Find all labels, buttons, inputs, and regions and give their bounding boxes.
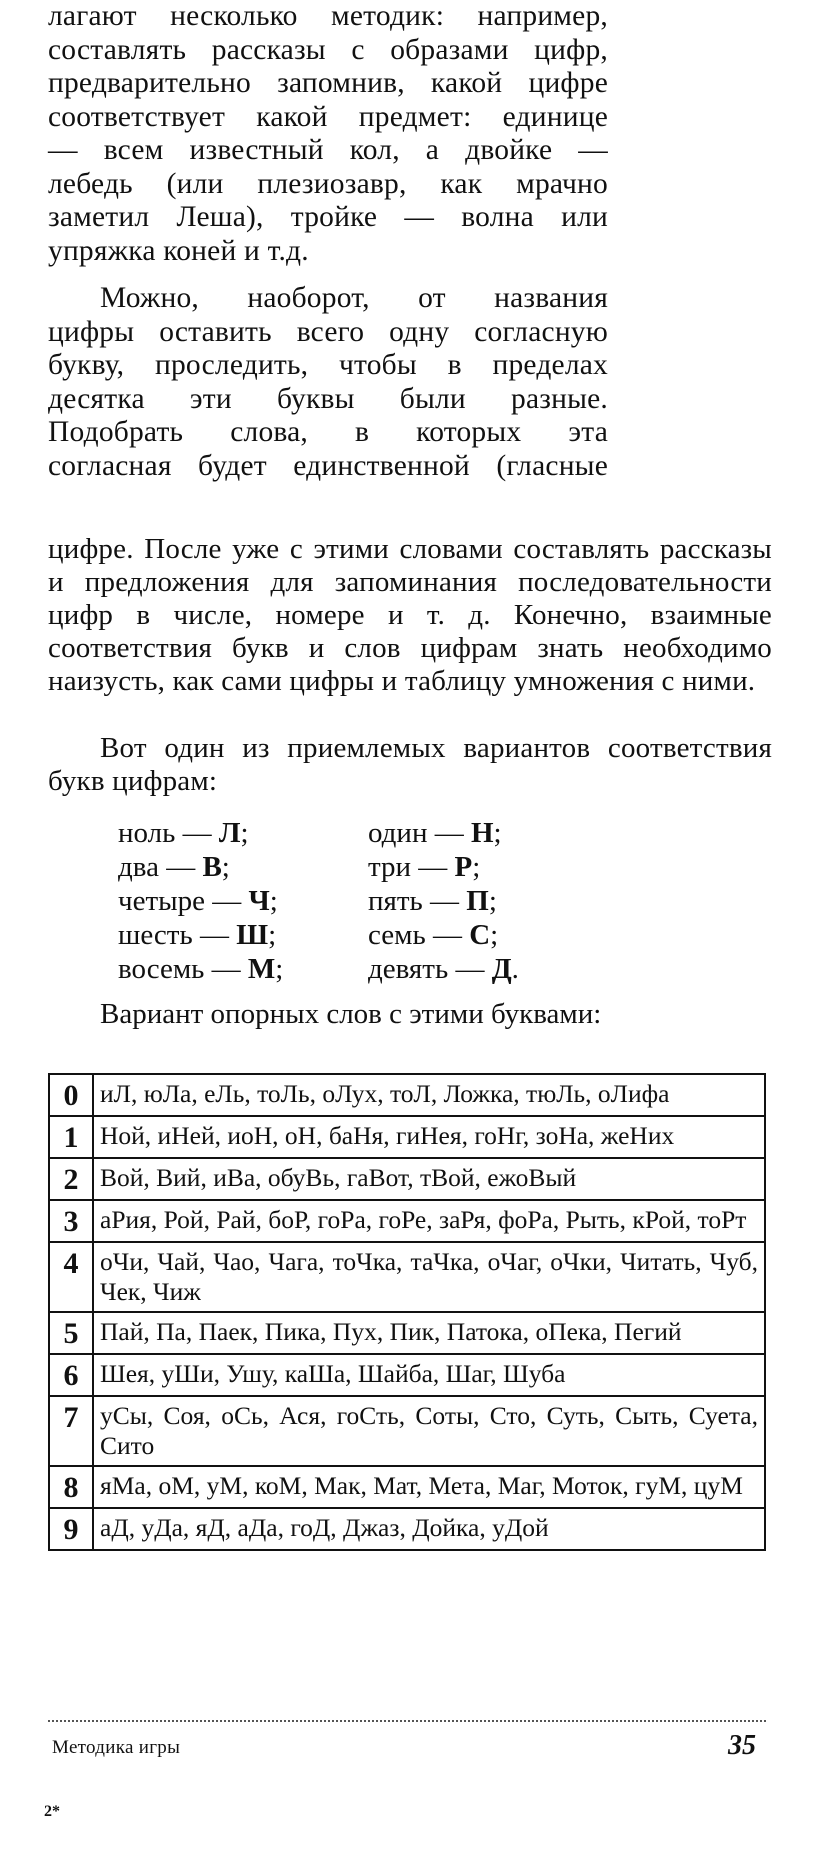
words-cell: Ной, иНей, иоН, оН, баНя, гиНея, гоНг, зоНа, жеНих	[93, 1116, 765, 1158]
digit-cell: 9	[49, 1508, 93, 1550]
words-cell: аД, уДа, яД, аДа, гоД, Джаз, Дойка, уДой	[93, 1508, 765, 1550]
paragraph-method	[48, 282, 608, 483]
paragraph-variant-intro: Вот один из приемлемых вариантов соответствия букв цифрам:	[48, 732, 772, 797]
digit-letter-mapping	[118, 816, 618, 986]
text-line: лебедь (или плезиозавр, как мрачно	[48, 167, 608, 200]
mapping-row	[118, 816, 618, 850]
text-line: букву, проследить, чтобы в пределах	[48, 349, 608, 381]
text-line: составлять рассказы с образами цифр,	[48, 33, 608, 66]
words-cell: уСы, Соя, оСь, Ася, гоСть, Соты, Сто, Суть, Сыть, Суета, Сито	[93, 1396, 765, 1466]
page-number: 35	[728, 1730, 756, 1761]
mapping-entry: один — Н;	[368, 817, 502, 849]
words-cell: Вой, Вий, иВа, обуВь, гаВот, тВой, ежоВый	[93, 1158, 765, 1200]
mapping-entry: шесть — Ш;	[118, 919, 277, 951]
digit-cell: 8	[49, 1466, 93, 1508]
mapping-entry: девять — Д.	[368, 953, 519, 985]
words-cell: иЛ, юЛа, еЛь, тоЛь, оЛух, тоЛ, Ложка, тюЛь, оЛифа	[93, 1074, 765, 1116]
digit-cell: 5	[49, 1312, 93, 1354]
reference-words-table	[48, 1073, 766, 1551]
words-cell: аРия, Рой, Рай, боР, гоРа, гоРе, заРя, фоРа, Рыть, кРой, тоРт	[93, 1200, 765, 1242]
digit-cell: 4	[49, 1242, 93, 1312]
table-row	[49, 1158, 765, 1200]
footer-rule	[48, 1720, 766, 1722]
mapping-entry: восемь — М;	[118, 953, 284, 985]
mapping-entry: четыре — Ч;	[118, 885, 278, 917]
signature-mark: 2*	[44, 1803, 60, 1820]
mapping-entry: три — Р;	[368, 851, 481, 883]
mapping-row	[118, 850, 618, 884]
digit-cell: 2	[49, 1158, 93, 1200]
words-cell: Шея, уШи, Ушу, каШа, Шайба, Шаг, Шуба	[93, 1354, 765, 1396]
table-row	[49, 1200, 765, 1242]
top-fragment	[0, 0, 816, 485]
text-line: Можно, наоборот, от названия	[100, 282, 608, 314]
words-cell: яМа, оМ, уМ, коМ, Мак, Мат, Мета, Маг, Моток, гуМ, цуМ	[93, 1466, 765, 1508]
words-cell: Пай, Па, Паек, Пика, Пух, Пик, Патока, оПека, Пегий	[93, 1312, 765, 1354]
mapping-entry: пять — П;	[368, 885, 497, 917]
text-line: лагают несколько методик: например,	[48, 0, 608, 32]
text-line: упряжка коней и т.д.	[48, 234, 309, 267]
text-line: десятка эти буквы были разные.	[48, 382, 608, 415]
table-row	[49, 1466, 765, 1508]
table-row	[49, 1116, 765, 1158]
digit-cell: 3	[49, 1200, 93, 1242]
table-row	[49, 1312, 765, 1354]
mapping-entry: ноль — Л;	[118, 817, 249, 849]
mapping-row	[118, 952, 618, 986]
running-footer: Методика игры	[52, 1737, 181, 1758]
digit-cell: 6	[49, 1354, 93, 1396]
table-row	[49, 1242, 765, 1312]
digit-cell: 7	[49, 1396, 93, 1466]
words-cell: оЧи, Чай, Чао, Чага, тоЧка, таЧка, оЧаг, оЧки, Читать, Чуб, Чек, Чиж	[93, 1242, 765, 1312]
mapping-entry: два — В;	[118, 851, 230, 883]
paragraph-intro	[48, 0, 608, 268]
text-line: соответствует какой предмет: единице	[48, 100, 608, 133]
text-line: цифры оставить всего одну согласную	[48, 315, 608, 348]
text-line: согласная будет единственной (гласные	[48, 449, 608, 482]
text-line: Подобрать слова, в которых эта	[48, 416, 608, 448]
table-row	[49, 1074, 765, 1116]
table-caption: Вариант опорных слов с этими буквами:	[100, 998, 602, 1030]
table-row	[49, 1508, 765, 1550]
mapping-row	[118, 884, 618, 918]
mapping-entry: семь — С;	[368, 919, 499, 951]
paragraph-continuation: цифре. После уже с этими словами составлять рассказы и предложения для запоминания последовательности цифр в числе, номере и т. д. Конечно, взаимные соответствия букв и слов цифрам знать необходимо наизусть, как сами цифры и таблицу умножения с ними.	[48, 533, 772, 697]
table-row	[49, 1354, 765, 1396]
text-line: — всем известный кол, а двойке —	[48, 134, 608, 166]
mapping-row	[118, 918, 618, 952]
table-row	[49, 1396, 765, 1466]
text-line: предварительно запомнив, какой цифре	[48, 67, 608, 99]
digit-cell: 1	[49, 1116, 93, 1158]
digit-cell: 0	[49, 1074, 93, 1116]
text-line: заметил Леша), тройке — волна или	[48, 201, 608, 233]
